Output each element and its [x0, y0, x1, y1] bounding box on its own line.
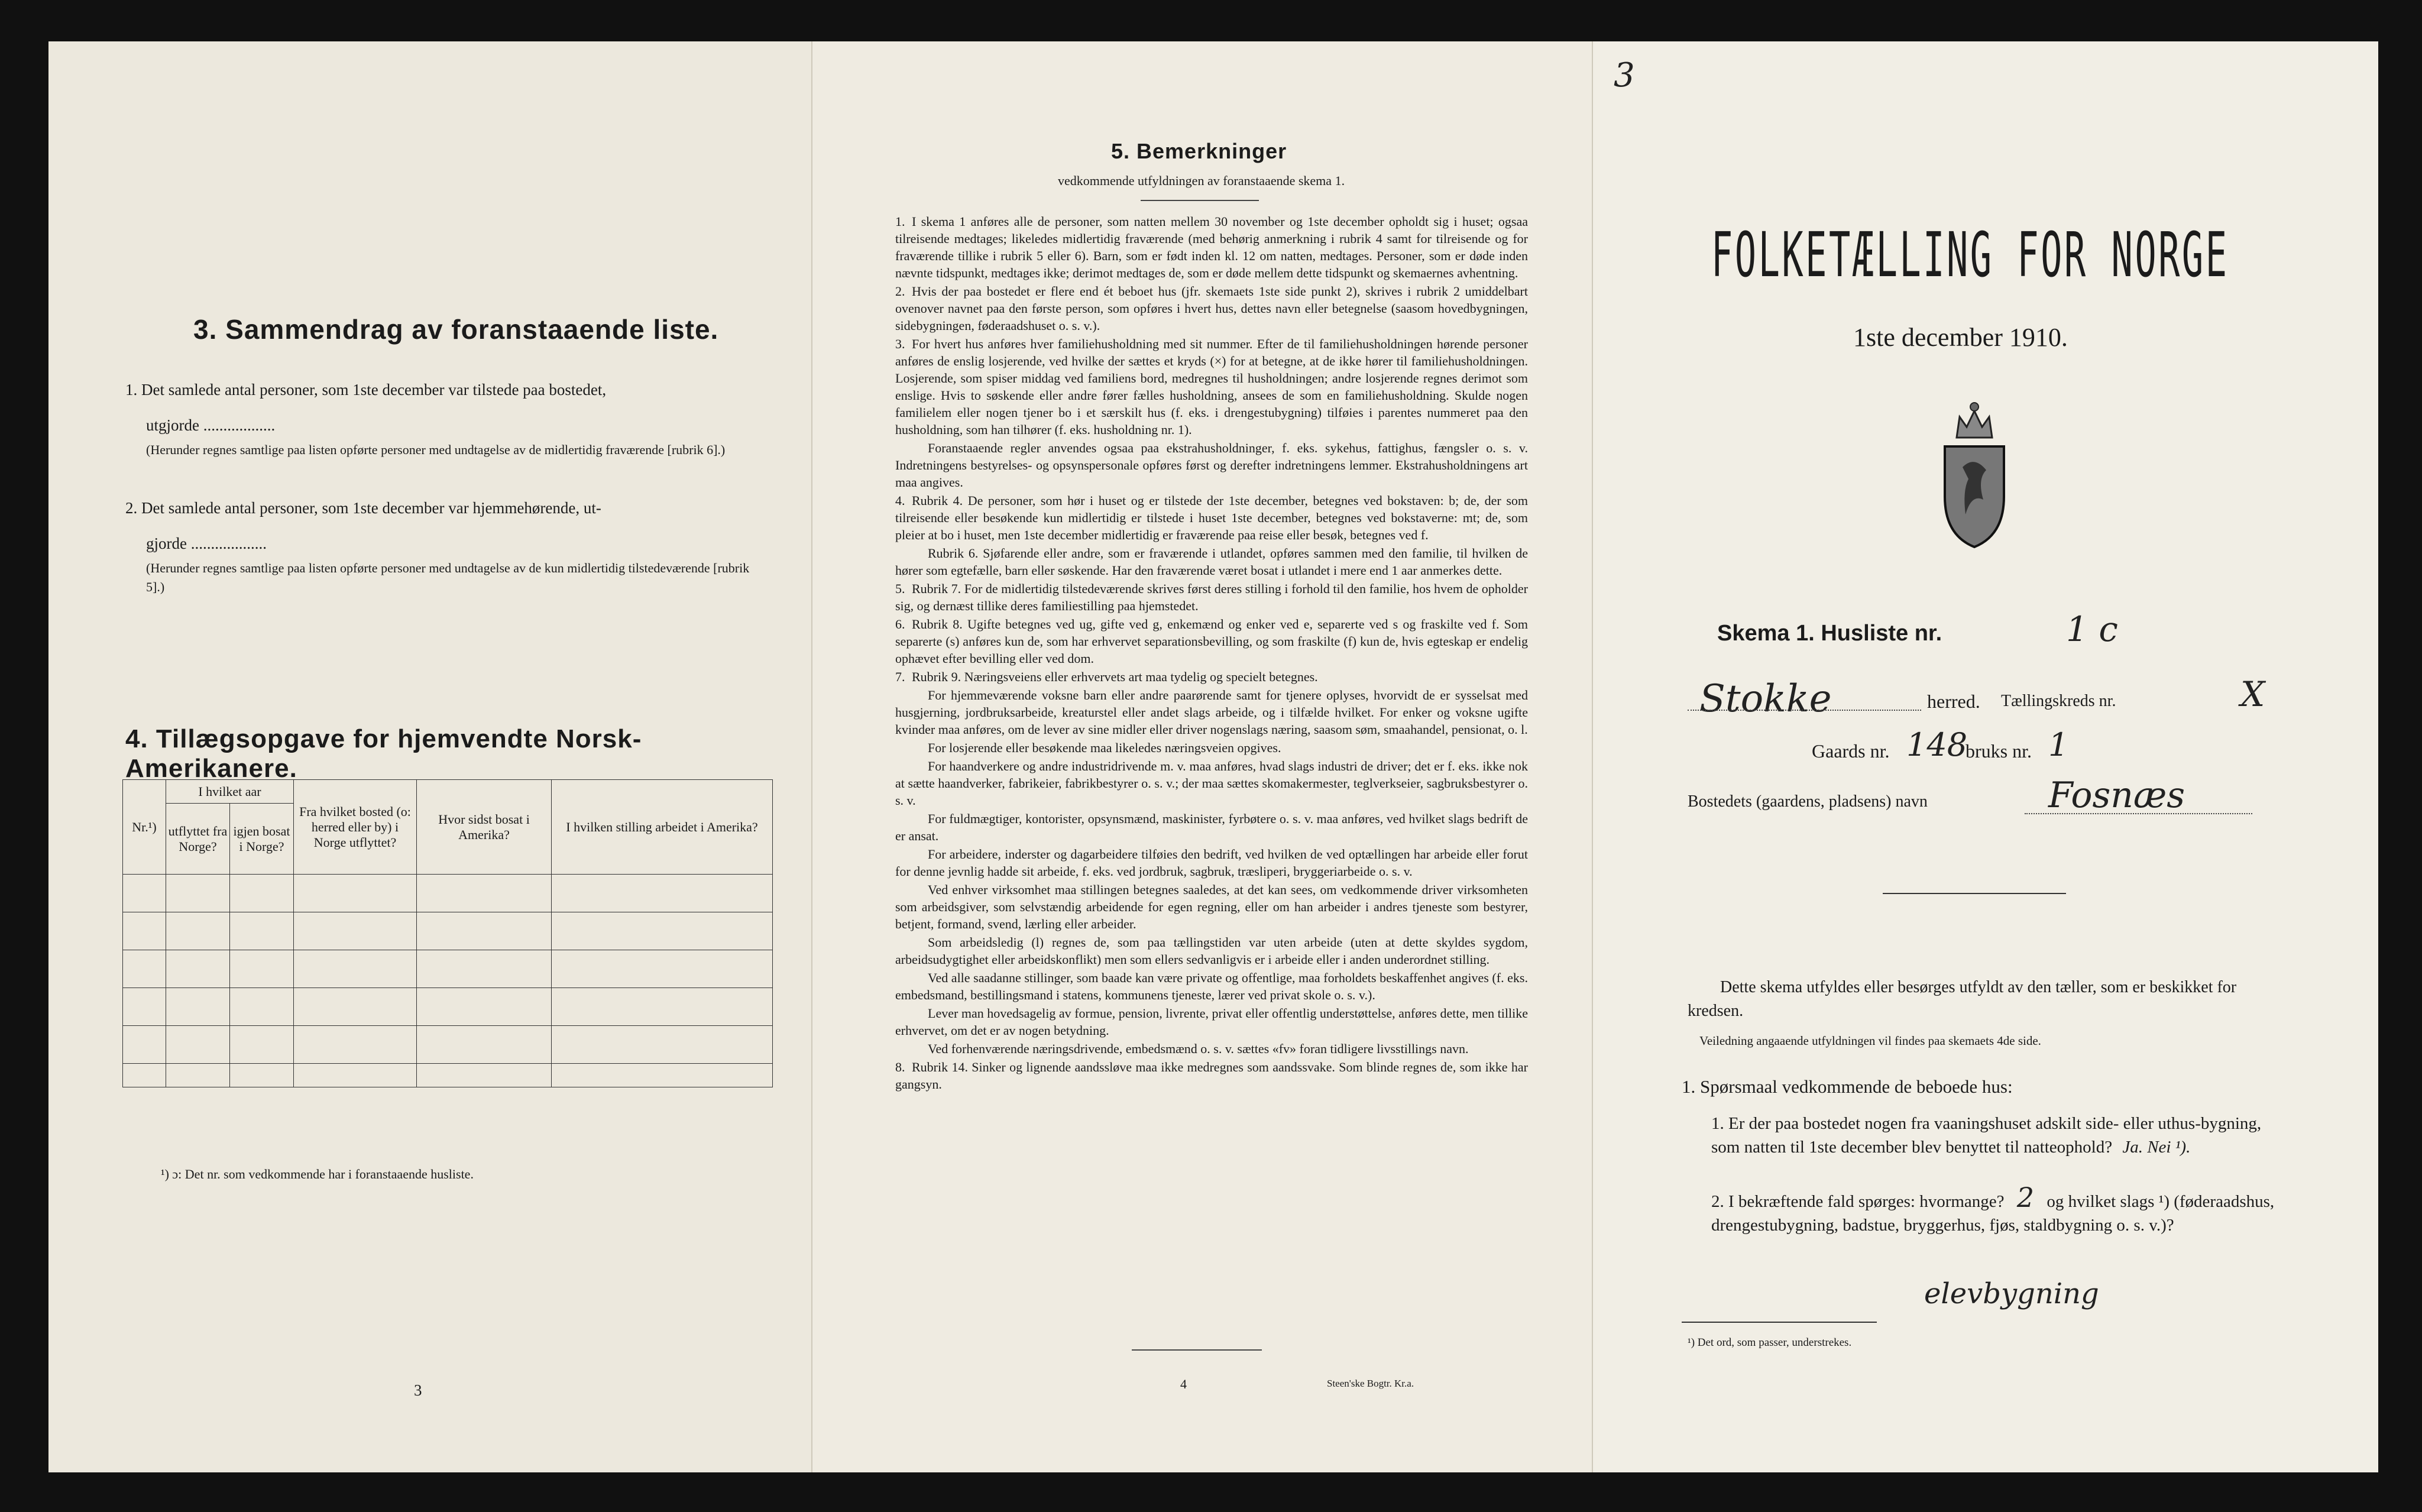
veiledning-text: Veiledning angaaende utfyldningen vil findes paa skemaets 4de side.: [1699, 1034, 2041, 1048]
remark-text: Foranstaaende regler anvendes ogsaa paa ekstrahusholdninger, f. eks. sykehus, fattighus, fængsler o. s. v. Indretningens bestyrelses- og opsynspersonale opføres først og derefter indretningens lemmer. Ekstrahusholdningens art maa angives.: [895, 441, 1528, 490]
remark-item: [895, 1058, 1528, 1093]
remark-number: 8.: [895, 1060, 905, 1074]
remark-text: Rubrik 7. For de midlertidig tilstedeværende skrives først deres stilling i forhold til den familie, hos hvem de opholder sig, og dernæst tillike deres familiestilling paa hjemstedet.: [895, 581, 1528, 613]
page-number: 3: [414, 1381, 422, 1399]
remark-item: [895, 283, 1528, 334]
remark-number: 2.: [895, 284, 905, 299]
instruction-text: Dette skema utfyldes eller besørges utfyldt av den tæller, som er beskikket for kredsen.: [1688, 978, 2237, 1020]
gaards-value: 148: [1906, 726, 1968, 763]
remark-text: I skema 1 anføres alle de personer, som natten mellem 30 november og 1ste december opholdt sig i huset; ogsaa tilreisende medtages; likeledes midlertidig fraværende (med behørig anmerkning i rubrik 4 samt for tilreisende og for fraværende tillike i rubrik 5 eller 6). Barn, som er født inden kl. 12 om natten, medtages. Personer, som er døde inden nævnte tidspunkt, medtages ikke; derimot medtages de, som er døde mellem dette tidspunkt og skemaernes avhentning.: [895, 214, 1528, 280]
table-row: [123, 1064, 773, 1087]
remark-text: For haandverkere og andre industridrivende m. v. maa anføres, hvad slags industri de driver; det er f. eks. ikke nok at sætte haandverker, fabrikeier, fabrikbestyrer o. s. v.; der maa sættes skomakermester, teglverkseier, sagbruksbestyrer o. s. v.: [895, 759, 1528, 808]
remark-text: Rubrik 6. Sjøfarende eller andre, som er fraværende i utlandet, opføres sammen med den familie, til hvilken de hører som egtefælle, barn eller søskende. Har den fraværende været bosat i utlandet i mere end 1 aar anmerkes dette.: [895, 546, 1528, 578]
remark-text: For fuldmægtiger, kontorister, opsynsmænd, maskinister, fyrbøtere o. s. v. maa anføres, ved hvilket slags bedrift de er ansat.: [895, 811, 1528, 843]
divider: [1132, 1349, 1262, 1351]
col-stilling: I hvilken stilling arbeidet i Amerika?: [552, 780, 773, 875]
page-number: 4: [1180, 1377, 1187, 1391]
kreds-value: X: [2240, 674, 2265, 714]
remark-text: Ved forhenværende næringsdrivende, embedsmænd o. s. v. sættes «fv» foran tidligere livsstillings navn.: [928, 1041, 1469, 1056]
herred-line: [1688, 710, 1921, 711]
remark-text: Rubrik 9. Næringsveiens eller erhvervets art maa tydelig og specielt betegnes.: [912, 669, 1318, 684]
printer-mark: Steen'ske Bogtr. Kr.a.: [1327, 1378, 1414, 1389]
col-nr: Nr.¹): [123, 780, 166, 875]
remark-item: [895, 616, 1528, 667]
question1-2-text-a: 2. I bekræftende fald spørges: hvormange?: [1711, 1192, 2005, 1211]
question1-2-count: 2: [2016, 1181, 2035, 1213]
divider: [1141, 200, 1259, 201]
bosted-label: Bostedets (gaardens, pladsens) navn: [1688, 792, 1928, 811]
remark-item: [895, 934, 1528, 968]
item1-note: (Herunder regnes samtlige paa listen opførte personer med undtagelse av de midlertidig fraværende [rubrik 6].): [146, 442, 726, 457]
middle-page: [811, 41, 1593, 1472]
divider: [1883, 893, 2066, 894]
remark-text: Ved alle saadanne stillinger, som baade kan være private og offentlige, maa forholdets beskaffenhet angives (f. eks. embedsmand, bestillingsmand i statens, kommunens tjeneste, lærer ved privat skole o. s. v.).: [895, 970, 1528, 1002]
remarks-list: [895, 213, 1528, 1094]
corner-number: 3: [1614, 56, 1635, 95]
col-bosted: Fra hvilket bosted (o: herred eller by) i Norge utflyttet?: [294, 780, 417, 875]
remark-item: [895, 335, 1528, 438]
coat-of-arms-icon: [1936, 396, 2013, 553]
right-footnote: ¹) Det ord, som passer, understrekes.: [1688, 1336, 1852, 1349]
remark-text: Rubrik 8. Ugifte betegnes ved ug, gifte ved g, enkemænd og enker ved e, separerte ved s og fraskilte ved f. Som separerte (s) anføres kun de, som har erhvervet separationsbevilling, og som fraskilte (f) kun de, hvis egteskap er endelig ophævet efter bevilling eller ved dom.: [895, 617, 1528, 666]
remark-text: Ved enhver virksomhet maa stillingen betegnes saaledes, at det kan sees, om vedkommende driver virksomheten som arbeidsgiver, som selvstændig arbeidende for egen regning, eller om han arbeider i andres tjeneste som bestyrer, betjent, formand, svend, lærling eller arbeider.: [895, 882, 1528, 931]
remark-item: [895, 687, 1528, 738]
remark-text: For losjerende eller besøkende maa likeledes næringsveien opgives.: [928, 740, 1281, 755]
question1-title: 1. Spørsmaal vedkommende de beboede hus:: [1682, 1076, 2013, 1097]
remark-item: [895, 213, 1528, 281]
remark-item: [895, 492, 1528, 543]
bosted-value: Fosnæs: [2048, 775, 2185, 816]
col-igjen: igjen bosat i Norge?: [230, 804, 294, 875]
remark-number: 6.: [895, 617, 905, 632]
herred-value: Stokke: [1699, 677, 1832, 721]
gaards-label: Gaards nr.: [1812, 740, 1890, 762]
form-date: 1ste december 1910.: [1853, 323, 2068, 352]
table-row: [123, 950, 773, 988]
bruks-label: bruks nr.: [1966, 740, 2032, 762]
remark-text: Hvis der paa bostedet er flere end ét beboet hus (jfr. skemaets 1ste side punkt 2), skrives i rubrik 2 umiddelbart ovenover navnet paa den første person, som opføres i hvert hus, dettes navn eller betegnelse (saasom hovedbygningen, sidebygningen, føderaadshuset o. s. v.).: [895, 284, 1528, 333]
kreds-label: Tællingskreds nr.: [2001, 692, 2116, 710]
remarks-subtitle: vedkommende utfyldningen av foranstaaende skema 1.: [1058, 173, 1345, 188]
table-row: [123, 1026, 773, 1064]
col-amerika: Hvor sidst bosat i Amerika?: [417, 780, 552, 875]
item2-text: 2. Det samlede antal personer, som 1ste december var hjemmehørende, ut-: [125, 499, 601, 517]
remark-text: Rubrik 4. De personer, som hør i huset og er tilstede der 1ste december, betegnes ved bokstaven: b; de, der som tilreisende eller besøkende kun midlertidig er tilstede i huset 1ste december, betegnes ved bokstaverne: mt; de, som pleier at bo i huset, men 1ste december midlertidig er fraværende paa reise eller besøk, betegnes ved f.: [895, 493, 1528, 542]
remark-number: 1.: [895, 214, 905, 229]
remark-item: [895, 1040, 1528, 1057]
question1-1-answer: Ja. Nei ¹).: [2122, 1138, 2191, 1157]
norsk-amerikaner-table: [122, 779, 773, 1087]
bruks-value: 1: [2048, 726, 2069, 763]
remark-item: [895, 739, 1528, 756]
item1-text: 1. Det samlede antal personer, som 1ste december var tilstede paa bostedet,: [125, 381, 607, 399]
remark-number: 5.: [895, 581, 905, 596]
right-page: [1592, 41, 2378, 1472]
question1-2: [1711, 1181, 2279, 1237]
left-page: [48, 41, 811, 1472]
question1-2-text-b: og hvilket slags ¹): [2047, 1192, 2170, 1211]
remark-text: Som arbeidsledig (l) regnes de, som paa tællingstiden var uten arbeide (uten at dette skyldes sygdom, arbeidsudygtighet eller arbeidskonflikt) men som ellers sedvanligvis er i arbeide eller i anden underordnet stilling.: [895, 935, 1528, 967]
remark-item: [895, 668, 1528, 685]
remark-item: [895, 439, 1528, 491]
skema-label: Skema 1. Husliste nr.: [1717, 621, 1942, 646]
husliste-nr-value: 1 c: [2066, 609, 2118, 649]
table-row: [123, 912, 773, 950]
question1-2-answer: elevbygning: [1924, 1277, 2099, 1310]
remark-item: [895, 580, 1528, 614]
col-utflyttet: utflyttet fra Norge?: [166, 804, 230, 875]
divider: [1682, 1322, 1877, 1323]
remark-number: 4.: [895, 493, 905, 508]
remark-item: [895, 810, 1528, 844]
col-group-aar: I hvilket aar: [166, 780, 294, 804]
remark-text: Rubrik 14. Sinker og lignende aandssløve maa ikke medregnes som aandssvake. Som blinde regnes de, som ikke har gangsyn.: [895, 1060, 1528, 1092]
question1-1-text: 1. Er der paa bostedet nogen fra vaaningshuset adskilt side- eller uthus-bygning, som natten til 1ste december blev benyttet til natteophold?: [1711, 1114, 2262, 1157]
item2-note: (Herunder regnes samtlige paa listen opførte personer med undtagelse av de kun midlertidig tilstedeværende [rubrik 5].): [146, 561, 750, 594]
remark-item: [895, 1005, 1528, 1039]
herred-label: herred.: [1927, 691, 1980, 712]
remark-item: [895, 846, 1528, 880]
table-row: [123, 875, 773, 912]
remark-text: For arbeidere, inderster og dagarbeidere tilføies den bedrift, ved hvilken de ved optællingen har arbeide eller forut for denne jevnlig hadde sit arbeide, f. eks. ved jordbruk, sagbruk, træsliperi, bryggeriarbeide o. s. v.: [895, 847, 1528, 879]
remark-item: [895, 881, 1528, 933]
table-row: [123, 988, 773, 1026]
remark-number: 7.: [895, 669, 905, 684]
remark-text: Lever man hovedsagelig av formue, pension, livrente, privat eller offentlig understøttelse, anføres dette, men tillike erhvervet, om det er av nogen betydning.: [895, 1006, 1528, 1038]
remark-item: [895, 969, 1528, 1003]
table-footnote: ¹) ɔ: Det nr. som vedkommende har i foranstaaende husliste.: [161, 1167, 474, 1181]
question1-2-text-c: (føderaadshus, drengestubygning, badstue, bryggerhus, fjøs, staldbygning o. s. v.)?: [1711, 1192, 2275, 1235]
remark-text: For hjemmeværende voksne barn eller andre paarørende samt for tjenere oplyses, hvorvidt de er sysselsat med husgjerning, jordbruksarbeide, kreaturstel eller andet slags arbeide, og i tilfælde hvilket. For enker og voksne ugifte kvinder maa anføres, om de lever av sine midler eller driver nogenslags næring, saasom søm, smaahandel, pensionat, o. l.: [895, 688, 1528, 737]
remarks-title: 5. Bemerkninger: [1111, 139, 1287, 163]
section3-title: 3. Sammendrag av foranstaaende liste.: [193, 314, 719, 345]
section4-title: 4. Tillægsopgave for hjemvendte Norsk-Amerikanere.: [125, 724, 642, 783]
item1-utgjorde: utgjorde ..................: [146, 416, 276, 434]
remark-item: [895, 757, 1528, 809]
remark-text: For hvert hus anføres hver familiehusholdning med sit nummer. Efter de til familiehusholdningen hørende personer anføres de enslig losjerende, ved hvilke der sættes et kryds (×) for at betegne, at de ikke hører til familiehusholdningen. Losjerende, som spiser middag ved familiens bord, medregnes til husholdningen; andre losjerende regnes derimot som enslige. Hvis to søskende eller andre fører fælles husholdning, ansees de som en familiehusholdning. Skulde nogen familielem eller nogen tjener bo i et særskilt hus (f. eks. i drengestubygning) tilføies i parentes nummeret paa den husholdning, som han tilhører (f. eks. husholdning nr. 1).: [895, 336, 1528, 437]
question1-1: [1711, 1112, 2279, 1159]
remark-number: 3.: [895, 336, 905, 351]
bosted-line: [2025, 813, 2252, 814]
remark-item: [895, 545, 1528, 579]
form-title: FOLKETÆLLING FOR NORGE: [1711, 219, 2229, 291]
item2-gjorde: gjorde ...................: [146, 535, 267, 552]
